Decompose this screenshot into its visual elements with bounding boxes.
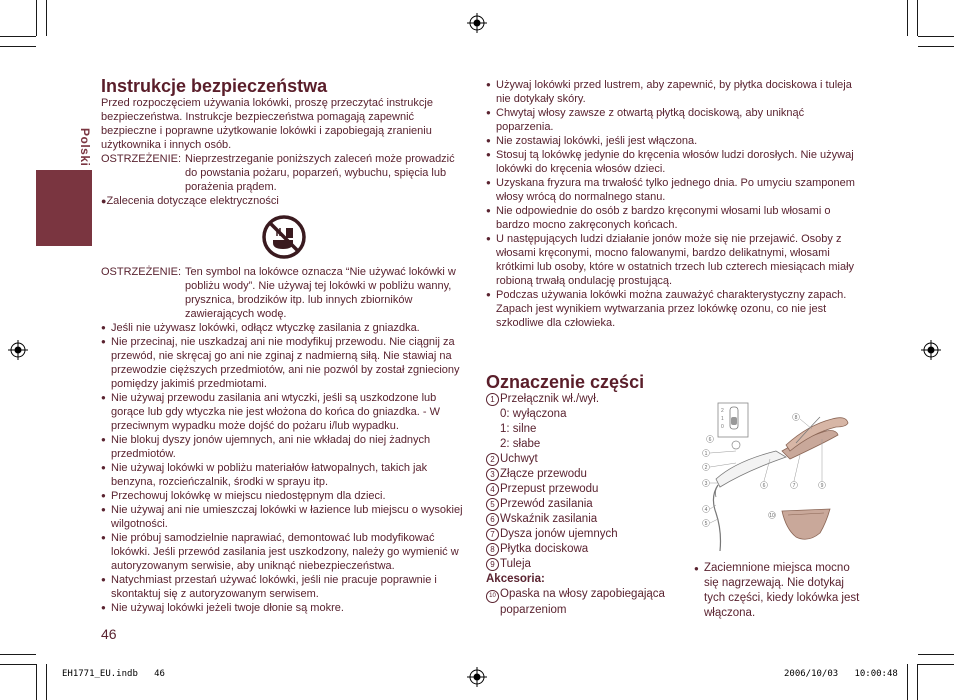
shaded-areas-note <box>694 561 864 621</box>
crop-mark <box>918 36 954 37</box>
crop-mark <box>917 664 918 700</box>
crop-mark <box>0 664 36 665</box>
svg-text:1: 1 <box>721 416 724 422</box>
part-number: 6 <box>486 513 499 526</box>
svg-text:8: 8 <box>794 415 798 421</box>
warning-label: OSTRZEŻENIE: <box>101 153 182 165</box>
list-item: ● U następujących ludzi działanie jonów może się nie przejawić. Osoby z włosami kręconymi, mocno falowanymi, bardzo delikatnymi, włosami krótkimi lub osoby, które w ostatnich trzech lub czterech miesiącach miały robioną trwałą ondulację prostującą. <box>486 232 858 288</box>
registration-mark-icon <box>467 13 487 33</box>
list-item: ● Nie odpowiednie do osób z bardzo kręconymi włosami lub włosami o bardzo mocno zakręconych końcach. <box>486 204 858 232</box>
shaded-note-text: Zaciemnione miejsca mocno się nagrzewają. Nie dotykaj tych części, kiedy lokówka jest włączona. <box>704 562 860 619</box>
list-item: ● Chwytaj włosy zawsze z otwartą płytką dociskową, aby uniknąć poparzenia. <box>486 106 858 134</box>
part-label: Przełącznik wł./wył. <box>500 393 600 405</box>
part-item <box>486 437 696 452</box>
part-item <box>486 527 696 542</box>
part-number: 1 <box>486 393 499 406</box>
parts-list <box>486 392 696 618</box>
part-label: Złącze przewodu <box>500 468 587 480</box>
part-item <box>486 467 696 482</box>
safety-title: Instrukcje bezpieczeństwa <box>101 76 328 96</box>
footer-file: EH1771_EU.indb 46 <box>62 669 165 679</box>
part-number: 4 <box>486 483 499 496</box>
part-label: Uchwyt <box>500 453 538 465</box>
crop-mark <box>907 664 908 700</box>
part-label: Przepust przewodu <box>500 483 599 495</box>
intro-line: użytkownika i innych osób. <box>101 139 232 151</box>
crop-mark <box>0 46 36 47</box>
part-number: 2 <box>486 453 499 466</box>
list-item: ● Nie używaj przewodu zasilania ani wtyczki, jeśli są uszkodzone lub gorące lub gdy wtyczka nie jest włożona do końca do gniazdka. - W przeciwnym wypadku może dojść do pożaru i/lub wypadku. <box>101 391 471 433</box>
crop-mark <box>918 46 954 47</box>
svg-text:6: 6 <box>708 437 712 443</box>
language-tab-label: Polski <box>78 128 92 167</box>
crop-mark <box>917 0 918 36</box>
intro-line: bezpieczne i poprawne użytkowanie lokówki i zapobiegają zranieniu <box>101 125 432 137</box>
crop-mark <box>918 664 954 665</box>
part-item <box>486 407 696 422</box>
svg-text:3: 3 <box>704 481 708 487</box>
safety-list-left <box>101 321 471 615</box>
electrical-heading-text: Zalecenia dotyczące elektryczności <box>106 195 279 207</box>
svg-text:7: 7 <box>792 483 796 489</box>
part-label: 0: wyłączona <box>500 408 567 420</box>
list-item: ● Nie przecinaj, nie uszkadzaj ani nie modyfikuj przewodu. Nie ciągnij za przewód, nie skręcaj go ani nie zginaj z nadmierną siłą. Nie stawiaj na przewodzie cięższych przedmiotów, ani nie pozwól by został zgnieciony pomiędzy jakimiś przedmiotami. <box>101 335 471 391</box>
part-number: 9 <box>486 558 499 571</box>
part-label: Opaska na włosy zapobiegająca <box>500 588 665 600</box>
part-item <box>486 512 696 527</box>
intro-line: Przed rozpoczęciem używania lokówki, proszę przeczytać instrukcje <box>101 97 433 109</box>
part-item <box>486 482 696 497</box>
warning-text-2: Ten symbol na lokówce oznacza “Nie używać lokówki w pobliżu wody”. Nie używaj tej lokówki w pobliżu wanny, prysznica, brodzików itp. lub innych zbiorników zawierających wodę. <box>185 266 456 320</box>
electrical-heading <box>101 194 279 208</box>
list-item: ● Nie zostawiaj lokówki, jeśli jest włączona. <box>486 134 858 148</box>
page-number: 46 <box>101 626 117 642</box>
registration-mark-icon <box>467 667 487 687</box>
crop-mark <box>918 654 954 655</box>
registration-mark-icon <box>8 340 28 360</box>
crop-mark <box>907 0 908 36</box>
crop-mark <box>0 654 36 655</box>
safety-list-right <box>486 78 858 330</box>
svg-text:5: 5 <box>704 521 708 527</box>
part-number: 10 <box>486 590 499 603</box>
part-label: 1: silne <box>500 423 537 435</box>
list-item: ● Jeśli nie używasz lokówki, odłącz wtyczkę zasilania z gniazdka. <box>101 321 471 335</box>
part-label: poparzeniom <box>500 604 567 616</box>
part-item <box>486 422 696 437</box>
list-item: ● Nie używaj ani nie umieszczaj lokówki w łazience lub miejscu o wysokiej wilgotności. <box>101 503 471 531</box>
crop-mark <box>46 664 47 700</box>
part-number: 3 <box>486 468 499 481</box>
part-item <box>486 497 696 512</box>
svg-text:0: 0 <box>721 424 724 430</box>
warning-label-2: OSTRZEŻENIE: <box>101 266 182 278</box>
safety-intro <box>101 96 471 152</box>
svg-text:2: 2 <box>704 465 708 471</box>
part-label: 2: słabe <box>500 438 541 450</box>
list-item: ● Stosuj tą lokówkę jedynie do kręcenia włosów ludzi dorosłych. Nie używaj lokówki do kręcenia włosów dzieci. <box>486 148 858 176</box>
parts-title: Oznaczenie części <box>486 372 645 392</box>
list-item: ● Natychmiast przestań używać lokówki, jeśli nie pracuje poprawnie i skontaktuj się z autoryzowanym serwisem. <box>101 573 471 601</box>
list-item: ● Nie używaj lokówki w pobliżu materiałów łatwopalnych, takich jak benzyna, rozcieńczalnik, środki w sprayu itp. <box>101 461 471 489</box>
footer-timestamp: 2006/10/03 10:00:48 <box>784 669 898 679</box>
crop-mark <box>36 0 37 36</box>
part-number: 7 <box>486 528 499 541</box>
intro-line: bezpieczeństwa. Instrukcje bezpieczeństwa pomagają zapewnić <box>101 111 415 123</box>
part-item <box>486 603 696 618</box>
bullet-icon: ● <box>694 564 699 573</box>
part-number: 5 <box>486 498 499 511</box>
part-item <box>486 587 696 603</box>
crop-mark <box>36 664 37 700</box>
part-label: Tuleja <box>500 558 531 570</box>
list-item: ● Podczas używania lokówki można zauważyć charakterystyczny zapach. Zapach jest wynikiem wytwarzania przez lokówkę ozonu, co nie jest szkodliwe dla człowieka. <box>486 288 858 330</box>
crop-mark <box>46 0 47 36</box>
part-number: 8 <box>486 543 499 556</box>
part-label: Dysza jonów ujemnych <box>500 528 618 540</box>
svg-text:2: 2 <box>721 408 724 414</box>
part-label: Wskaźnik zasilania <box>500 513 598 525</box>
part-item <box>486 452 696 467</box>
list-item: ● Nie blokuj dyszy jonów ujemnych, ani nie wkładaj do niej żadnych przedmiotów. <box>101 433 471 461</box>
registration-mark-icon <box>921 340 941 360</box>
accessories-label: Akcesoria: <box>486 573 545 585</box>
svg-text:6: 6 <box>762 483 766 489</box>
part-item <box>486 542 696 557</box>
svg-text:10: 10 <box>769 513 775 519</box>
bullet-icon: ● <box>101 196 107 206</box>
list-item: ● Przechowuj lokówkę w miejscu niedostępnym dla dzieci. <box>101 489 471 503</box>
language-tab <box>36 170 92 246</box>
list-item: ● Nie próbuj samodzielnie naprawiać, demontować lub modyfikować lokówki. Jeśli przewód zasilania jest uszkodzony, należy go wymienić w autoryzowanym serwisie, aby uniknąć niebezpieczeństwa. <box>101 531 471 573</box>
part-label: Płytka dociskowa <box>500 543 589 555</box>
part-label: Przewód zasilania <box>500 498 593 510</box>
part-item <box>486 557 696 572</box>
svg-text:4: 4 <box>704 507 708 513</box>
part-item <box>486 392 696 407</box>
list-item: ● Uzyskana fryzura ma trwałość tylko jednego dnia. Po umyciu szamponem włosy wrócą do normalnego stanu. <box>486 176 858 204</box>
svg-text:9: 9 <box>820 483 824 489</box>
warning-text: Nieprzestrzeganie poniższych zaleceń może prowadzić do powstania pożaru, poparzeń, wybuchu, spięcia lub porażenia prądem. <box>185 153 455 193</box>
no-water-symbol-icon <box>261 214 307 260</box>
curling-iron-diagram <box>696 401 872 553</box>
list-item: ● Używaj lokówki przed lustrem, aby zapewnić, by płytka dociskowa i tuleja nie dotykały skóry. <box>486 78 858 106</box>
list-item: ● Nie używaj lokówki jeżeli twoje dłonie są mokre. <box>101 601 471 615</box>
crop-mark <box>0 36 36 37</box>
svg-text:1: 1 <box>704 451 708 457</box>
